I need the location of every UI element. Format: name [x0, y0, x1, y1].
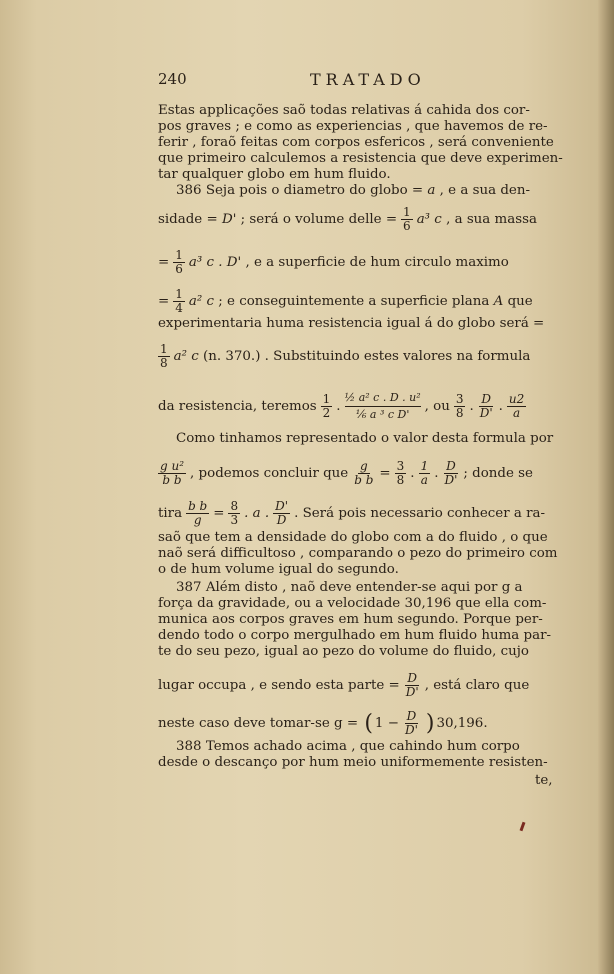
- fraction: [158, 343, 170, 370]
- formula-line: [158, 343, 562, 370]
- text: =: [379, 465, 391, 481]
- fraction: [478, 393, 495, 420]
- formula-line: [158, 206, 562, 233]
- fraction: [173, 249, 185, 276]
- running-title: TRATADO: [310, 70, 426, 89]
- formula-line: [158, 460, 562, 487]
- numerator: g: [359, 459, 368, 473]
- expr: a² c: [173, 348, 199, 364]
- denominator: a: [420, 473, 428, 487]
- formula-line: [158, 392, 562, 421]
- formula-line: [158, 710, 562, 737]
- formula-line: [158, 249, 562, 276]
- fraction: [419, 460, 431, 487]
- text-line: saõ que tem a densidade do globo com a do fluido , o que: [158, 530, 548, 545]
- denominator: 3: [230, 513, 239, 527]
- dot: .: [434, 465, 439, 481]
- expr: a² c: [188, 293, 214, 309]
- denominator: b b: [354, 473, 374, 487]
- text: , está claro que: [424, 677, 530, 693]
- text: ; donde se: [463, 465, 533, 481]
- fraction: [158, 460, 186, 487]
- text-line: ferir , foraõ feitas com corpos esfericos , será conveniente: [158, 135, 554, 150]
- numerator: 1: [403, 205, 411, 219]
- text-line: pos graves ; e como as experiencias , que havemos de re-: [158, 119, 548, 134]
- dot: .: [336, 398, 341, 414]
- numerator: u2: [508, 392, 525, 406]
- text: ; será o volume delle =: [240, 211, 398, 227]
- text-line: dendo todo o corpo mergulhado em hum fluido huma par-: [158, 628, 551, 643]
- fraction: [454, 393, 466, 420]
- text: . Será pois necessario conhecer a ra-: [294, 505, 546, 521]
- numerator: D: [406, 709, 417, 723]
- ink-mark: [520, 822, 526, 831]
- numerator: D': [275, 499, 289, 513]
- var-A: A: [493, 293, 504, 309]
- denominator: 8: [455, 406, 464, 420]
- formula-line: [158, 288, 562, 315]
- text-line: te do seu pezo, igual ao pezo do volume do fluido, cujo: [158, 644, 529, 659]
- text: 386 Seja pois o diametro do globo =: [176, 183, 424, 198]
- minus: −: [387, 715, 399, 731]
- text: tira: [158, 505, 183, 521]
- fraction: [186, 500, 209, 527]
- denominator: 8: [396, 473, 405, 487]
- denominator: 6: [175, 262, 183, 276]
- numerator: 1: [175, 248, 183, 262]
- text: (n. 370.) . Substituindo estes valores na formula: [203, 348, 531, 364]
- text-line: experimentaria huma resistencia igual á do globo será =: [158, 316, 545, 331]
- page-header: [158, 70, 458, 90]
- text: , e a superficie de hum circulo maximo: [245, 254, 509, 270]
- compound-fraction: [345, 392, 421, 421]
- numerator: 1: [420, 459, 429, 473]
- denominator: 2: [322, 406, 331, 420]
- catchword: te,: [535, 773, 553, 788]
- var-Dp: D': [221, 211, 237, 227]
- fraction: [395, 460, 407, 487]
- fraction-bar: [345, 406, 421, 407]
- numerator: b b: [188, 499, 208, 513]
- text: 30,196.: [436, 715, 488, 731]
- paren-close: ): [425, 710, 435, 736]
- fraction: [507, 393, 526, 420]
- text: , e a sua den-: [439, 183, 530, 198]
- paragraph-388: 388 Temos achado acima , que cahindo hum corpo: [176, 739, 520, 754]
- text: =: [213, 505, 225, 521]
- fraction: [173, 288, 185, 315]
- text-line: tar qualquer globo em hum fluido.: [158, 167, 391, 182]
- numerator: 1: [160, 342, 168, 356]
- numerator: 3: [455, 392, 464, 406]
- denominator: D': [405, 685, 419, 699]
- expr: a³ c . D': [188, 254, 242, 270]
- fraction: [403, 710, 420, 737]
- text: da resistencia, teremos: [158, 398, 317, 414]
- var-a: a: [427, 183, 436, 198]
- numerator: D: [407, 671, 418, 685]
- text: =: [158, 254, 170, 270]
- denominator: D': [444, 473, 458, 487]
- numerator: ½ a² c . D . u²: [344, 391, 421, 404]
- formula-line: [158, 500, 562, 527]
- text: lugar occupa , e sendo esta parte =: [158, 677, 400, 693]
- dot: .: [469, 398, 474, 414]
- denominator: b b: [162, 473, 182, 487]
- fraction: [404, 672, 421, 699]
- denominator: a: [513, 406, 521, 420]
- denominator: 6: [403, 219, 411, 233]
- page-edge: [598, 0, 614, 974]
- text: ; e conseguintemente a superficie plana: [218, 293, 490, 309]
- paragraph-387: 387 Além disto , naõ deve entender-se aqui por g a: [176, 580, 523, 595]
- numerator: 1: [175, 287, 183, 301]
- numerator: D: [481, 392, 491, 406]
- formula-line: [158, 672, 562, 699]
- denominator: 4: [175, 301, 183, 315]
- denominator: ⅙ a ³ c D': [355, 408, 410, 421]
- text: , a sua massa: [446, 211, 537, 227]
- denominator: D': [404, 723, 418, 737]
- text-line: naõ será difficultoso , comparando o pezo do primeiro com: [158, 546, 558, 561]
- numerator: 1: [322, 392, 331, 406]
- text: que: [507, 293, 533, 309]
- text: , ou: [424, 398, 450, 414]
- text: neste caso deve tomar-se g =: [158, 715, 359, 731]
- fraction: [321, 393, 333, 420]
- expr: . a .: [244, 505, 270, 521]
- one: 1: [374, 715, 384, 731]
- text-line: Como tinhamos representado o valor desta formula por: [176, 431, 554, 446]
- numerator: g u²: [160, 459, 185, 473]
- text: =: [158, 293, 170, 309]
- denominator: D': [479, 406, 493, 420]
- numerator: D: [446, 459, 456, 473]
- expr: a³ c: [416, 211, 442, 227]
- fraction: [228, 500, 240, 527]
- text-line: o de hum volume igual do segundo.: [158, 562, 399, 577]
- paragraph-386: [176, 183, 562, 199]
- text-line: desde o descanço por hum meio uniformemente resisten-: [158, 755, 548, 770]
- paren-open: (: [364, 710, 373, 736]
- denominator: D: [276, 513, 287, 527]
- numerator: 3: [396, 459, 405, 473]
- numerator: 8: [230, 499, 239, 513]
- denominator: 8: [160, 356, 168, 370]
- text-line: Estas applicações saõ todas relativas á cahida dos cor-: [158, 103, 530, 118]
- text-line: força da gravidade, ou a velocidade 30,196 que ella com-: [158, 596, 547, 611]
- fraction: [352, 460, 375, 487]
- text-line: que primeiro calculemos a resistencia que deve experimen-: [158, 151, 563, 166]
- text: , podemos concluir que: [190, 465, 349, 481]
- denominator: g: [193, 513, 202, 527]
- fraction: [442, 460, 459, 487]
- text: sidade =: [158, 211, 218, 227]
- fraction: [401, 206, 413, 233]
- text-line: munica aos corpos graves em hum segundo. Porque per-: [158, 612, 543, 627]
- dot: .: [410, 465, 415, 481]
- dot: .: [498, 398, 503, 414]
- fraction: [273, 500, 290, 527]
- page-number: 240: [158, 70, 187, 88]
